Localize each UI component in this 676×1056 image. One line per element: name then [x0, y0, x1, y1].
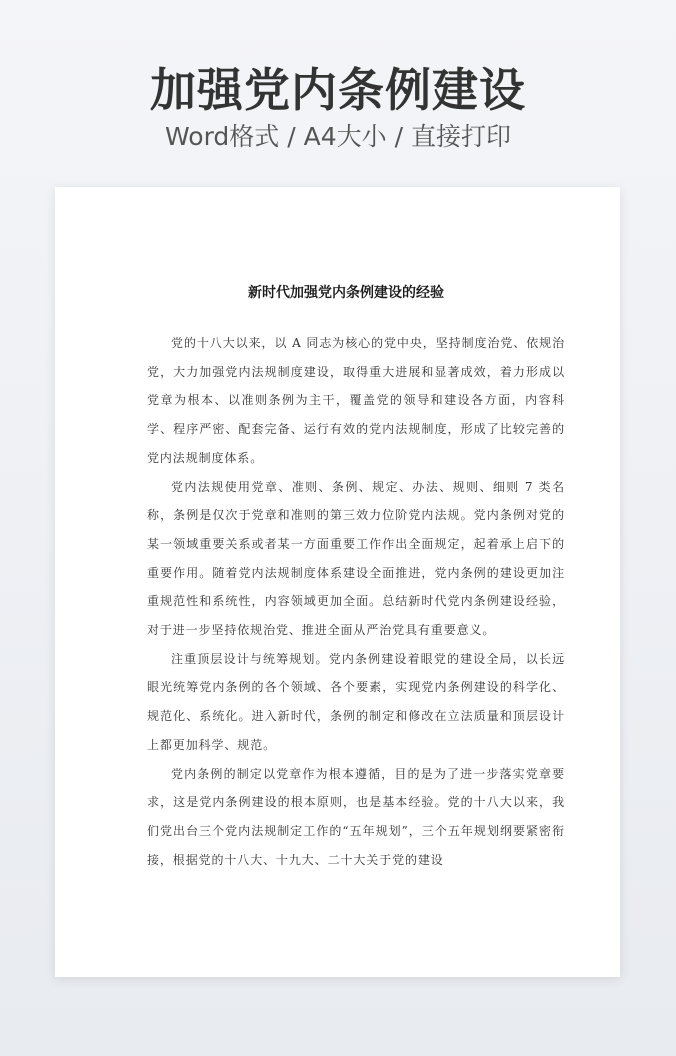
banner-subtitle: Word格式 / A4大小 / 直接打印	[165, 122, 511, 151]
banner-title: 加强党内条例建设	[150, 63, 526, 117]
banner	[0, 62, 676, 154]
document-paragraph: 党内法规使用党章、准则、条例、规定、办法、规则、细则 7 类名称，条例是仅次于党章和准则的第三效力位阶党内法规。党内条例对党的某一领域重要关系或者某一方面重要工作作出全面规定，起着承上启下的重要作用。随着党内法规制度体系建设全面推进，党内条例的建设更加注重规范性和系统性，内容领域更加全面。总结新时代党内条例建设经验，对于进一步坚持依规治党、推进全面从严治党具有重要意义。	[147, 479, 565, 638]
document-paragraph: 党的十八大以来，以 A 同志为核心的党中央，坚持制度治党、依规治党，大力加强党内法规制度建设，取得重大进展和显著成效，着力形成以党章为根本、以准则条例为主干，覆盖党的领导和建设各方面，内容科学、程序严密、配套完备、运行有效的党内法规制度，形成了比较完善的党内法规制度体系。	[147, 336, 565, 465]
document-paragraph: 注重顶层设计与统筹规划。党内条例建设着眼党的建设全局，以长远眼光统筹党内条例的各个领域、各个要素，实现党内条例建设的科学化、规范化、系统化。进入新时代，条例的制定和修改在立法质量和顶层设计上都更加科学、规范。	[147, 651, 565, 752]
document-page	[55, 187, 620, 977]
document-title: 新时代加强党内条例建设的经验	[248, 285, 444, 301]
document-paragraph: 党内条例的制定以党章作为根本遵循，目的是为了进一步落实党章要求，这是党内条例建设的根本原则，也是基本经验。党的十八大以来，我们党出台三个党内法规制定工作的“五年规划”，三个五年规划纲要紧密衔接，根据党的十八大、十九大、二十大关于党的建设	[147, 766, 565, 867]
